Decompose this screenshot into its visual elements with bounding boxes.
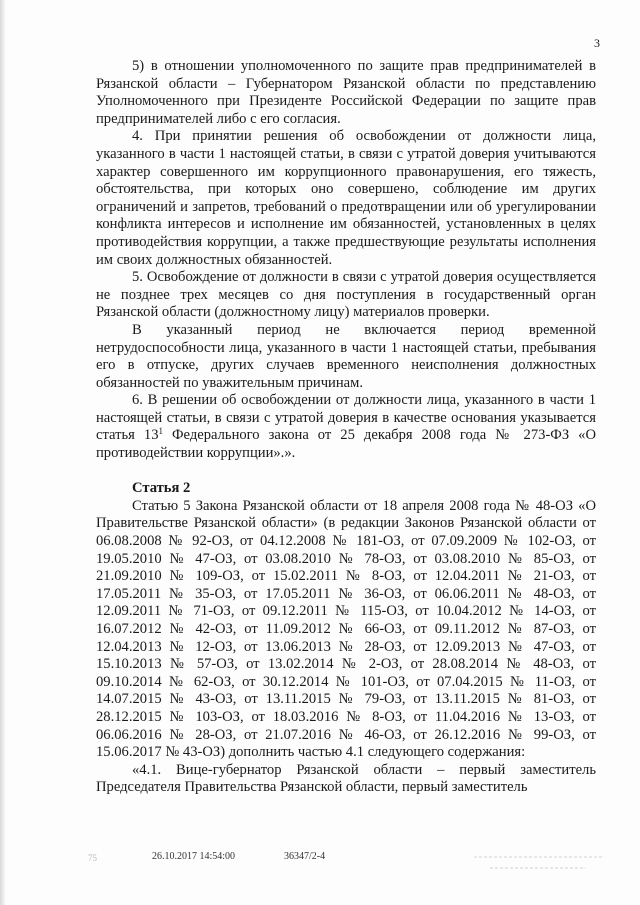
paragraph-excluded-period: В указанный период не включается период временной нетрудоспособности лица, указанного в части 1 настоящей статьи, пребывания его в отпуске, других случаев временного неисполнения должностных обязанностей по уважительным причинам.	[96, 321, 596, 391]
superscript: 1	[158, 426, 163, 437]
footer-document-number: 36347/2-4	[284, 851, 326, 862]
document-body	[96, 58, 596, 797]
paragraph-part-6	[96, 392, 596, 462]
paragraph-part-4-1: «4.1. Вице-губернатор Рязанской области – первый заместитель Председателя Правительства Рязанской области, первый заместитель	[96, 761, 596, 796]
paragraph-part-4: 4. При принятии решения об освобождении от должности лица, указанного в части 1 настоящей статьи, в связи с утратой доверия учитываются характер совершенного им коррупционного правонарушения, его тяжесть, обстоятельства, при которых оно совершено, соблюдение им других ограничений и запретов, требований о предотвращении или об урегулировании конфликта интересов и исполнение им обязанностей, установленных в целях противодействия коррупции, а также предшествующие результаты исполнения им своих должностных обязанностей.	[96, 128, 596, 268]
paragraph-part-5: 5. Освобождение от должности в связи с утратой доверия осуществляется не позднее трех месяцев со дня поступления в государственный орган Рязанской области (должностному лицу) материалов проверки.	[96, 269, 596, 321]
scan-edge-shadow	[0, 0, 6, 905]
page-number: 3	[594, 36, 600, 50]
footer-datetime: 26.10.2017 14:54:00	[152, 851, 236, 862]
paragraph-part-4-item-5: 5) в отношении уполномоченного по защите прав предпринимателей в Рязанской области – Губернатором Рязанской области по представлению Уполномоченного при Президенте Российской Федерации по защите прав предпринимателей либо с его согласия.	[96, 58, 596, 127]
paragraph-part-6-text: 6. В решении об освобождении от должности лица, указанного в части 1 настоящей статьи, в связи с утратой доверия в качестве основания указывается статья 13	[96, 392, 596, 444]
article-2-heading: Статья 2	[132, 480, 191, 497]
footer-stamp-left: 75	[88, 853, 97, 863]
faded-registration-stamp	[468, 851, 608, 877]
paragraph-part-6-tail: Федерального закона от 25 декабря 2008 года № 273-ФЗ «О противодействии коррупции».».	[96, 427, 596, 462]
paragraph-article-2: Статью 5 Закона Рязанской области от 18 апреля 2008 года № 48-ОЗ «О Правительстве Рязанской области» (в редакции Законов Рязанской области от 06.08.2008 № 92-ОЗ, от 04.12.2008 № 181-ОЗ, от 07.09.2009 № 102-ОЗ, от 19.05.2010 № 47-ОЗ, от 03.08.2010 № 78-ОЗ, от 03.08.2010 № 85-ОЗ, от 21.09.2010 № 109-ОЗ, от 15.02.2011 № 8-ОЗ, от 12.04.2011 № 21-ОЗ, от 17.05.2011 № 35-ОЗ, от 17.05.2011 № 36-ОЗ, от 06.06.2011 № 48-ОЗ, от 12.09.2011 № 71-ОЗ, от 09.12.2011 № 115-ОЗ, от 10.04.2012 № 14-ОЗ, от 16.07.2012 № 42-ОЗ, от 11.09.2012 № 66-ОЗ, от 09.11.2012 № 87-ОЗ, от 12.04.2013 № 12-ОЗ, от 13.06.2013 № 28-ОЗ, от 12.09.2013 № 47-ОЗ, от 15.10.2013 № 57-ОЗ, от 13.02.2014 № 2-ОЗ, от 28.08.2014 № 48-ОЗ, от 09.10.2014 № 62-ОЗ, от 30.12.2014 № 101-ОЗ, от 07.04.2015 № 11-ОЗ, от 14.07.2015 № 43-ОЗ, от 13.11.2015 № 79-ОЗ, от 13.11.2015 № 81-ОЗ, от 28.12.2015 № 103-ОЗ, от 18.03.2016 № 8-ОЗ, от 11.04.2016 № 13-ОЗ, от 06.06.2016 № 28-ОЗ, от 21.07.2016 № 46-ОЗ, от 26.12.2016 № 99-ОЗ, от 15.06.2017 № 43-ОЗ) дополнить частью 4.1 следующего содержания:	[96, 497, 596, 761]
